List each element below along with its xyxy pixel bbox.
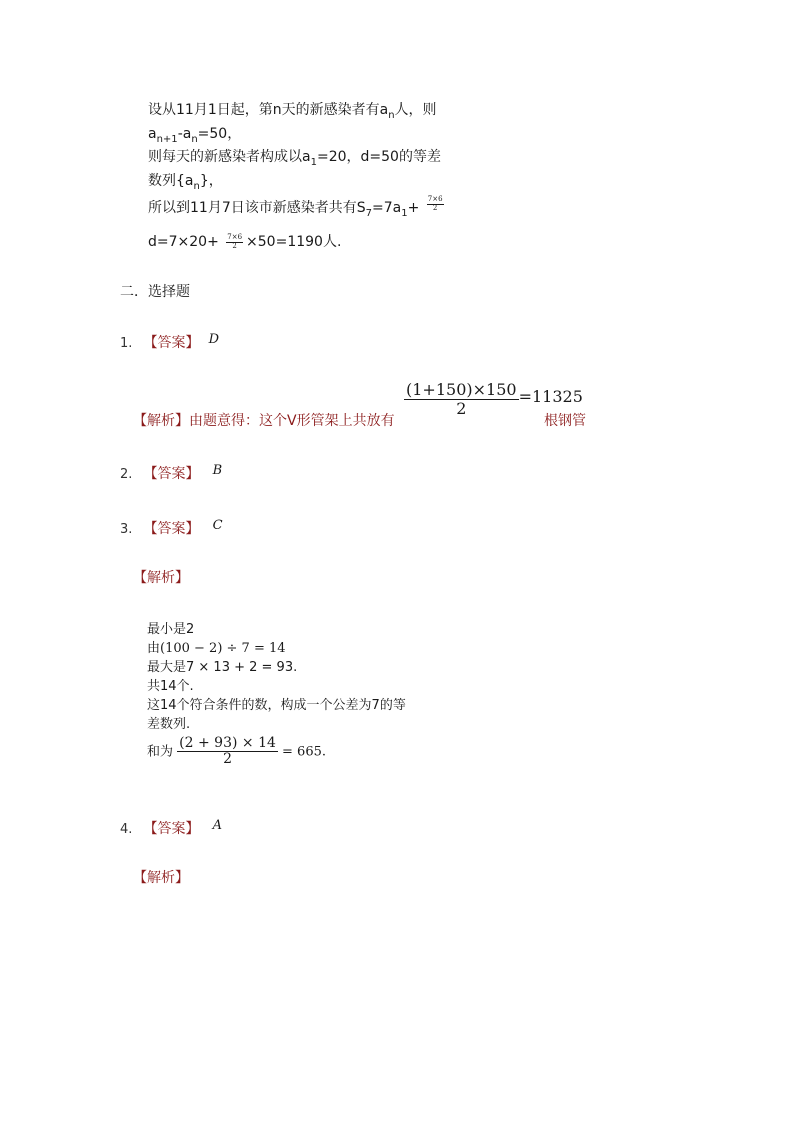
analysis-line: 和为 $\frac{(2 + 93) \times 14}{2}$ = 665. <box>147 735 327 768</box>
answer-value: C <box>212 518 223 533</box>
question-3-answer-row <box>120 518 223 538</box>
solution-line-5: 所以到11月7日该市新感染者共有$S_7=7a_1+$ $\frac{7\times 6}{2}$ <box>148 194 443 219</box>
question-2-answer-row <box>120 463 222 483</box>
question-4-answer-row <box>120 818 222 838</box>
question-3-analysis-block <box>147 620 406 768</box>
analysis-text: 由题意得：这个Ⅴ形管架上共放有 <box>189 413 395 429</box>
fraction: $\frac{(2 + 93) \times 14}{2}$ <box>179 735 276 768</box>
solution-line-1: 设从11月1日起，第n天的新感染者有$a_n$人，则 <box>148 102 437 121</box>
analysis-line: 这14个符合条件的数，构成一个公差为7的等 <box>147 698 406 713</box>
analysis-line: 最大是7 × 13 + 2 = 93. <box>147 660 298 675</box>
answer-value: D <box>208 332 220 347</box>
question-1-fraction: $\frac{(1+150)\times 150}{2}$ =11325 <box>406 380 583 418</box>
solution-line-6: d=7×20+ $\frac{7\times 6}{2}$ ×50=1190人. <box>148 232 342 250</box>
answer-label: 【答案】 <box>143 335 200 351</box>
answer-value: A <box>212 818 222 833</box>
answer-label: 【答案】 <box>143 821 200 837</box>
section-title: 二．选择题 <box>120 284 190 300</box>
fraction: $\frac{7\times 6}{2}$ <box>427 194 443 212</box>
analysis-line: 由(100 − 2) ÷ 7 = 14 <box>147 641 286 656</box>
answer-label: 【答案】 <box>143 521 200 537</box>
analysis-label: 【解析】 <box>133 413 189 429</box>
question-1-tail: 根钢管 <box>544 413 586 429</box>
answer-label: 【答案】 <box>143 466 200 482</box>
question-number: 4. <box>120 822 133 837</box>
question-4-analysis-label: 【解析】 <box>133 870 189 886</box>
question-1-analysis <box>133 410 395 430</box>
question-number: 2. <box>120 467 133 482</box>
question-number: 1. <box>120 336 133 351</box>
answer-value: B <box>212 463 223 478</box>
solution-line-3: 则每天的新感染者构成以$a_1=20$，d=50的等差 <box>148 149 441 168</box>
solution-line-2: $a_{n+1}-a_n=50$， <box>148 126 242 145</box>
question-number: 3. <box>120 522 133 537</box>
fraction: $\frac{(1+150)\times 150}{2}$ <box>406 380 517 418</box>
analysis-line: 最小是2 <box>147 622 195 637</box>
question-1-answer-row <box>120 332 219 352</box>
analysis-line: 共14个. <box>147 679 194 694</box>
analysis-line: 差数列. <box>147 717 191 732</box>
solution-line-4: 数列$\{a_n\}$， <box>148 173 223 192</box>
fraction: $\frac{7\times 6}{2}$ <box>227 232 243 250</box>
question-3-analysis-label: 【解析】 <box>133 570 189 586</box>
